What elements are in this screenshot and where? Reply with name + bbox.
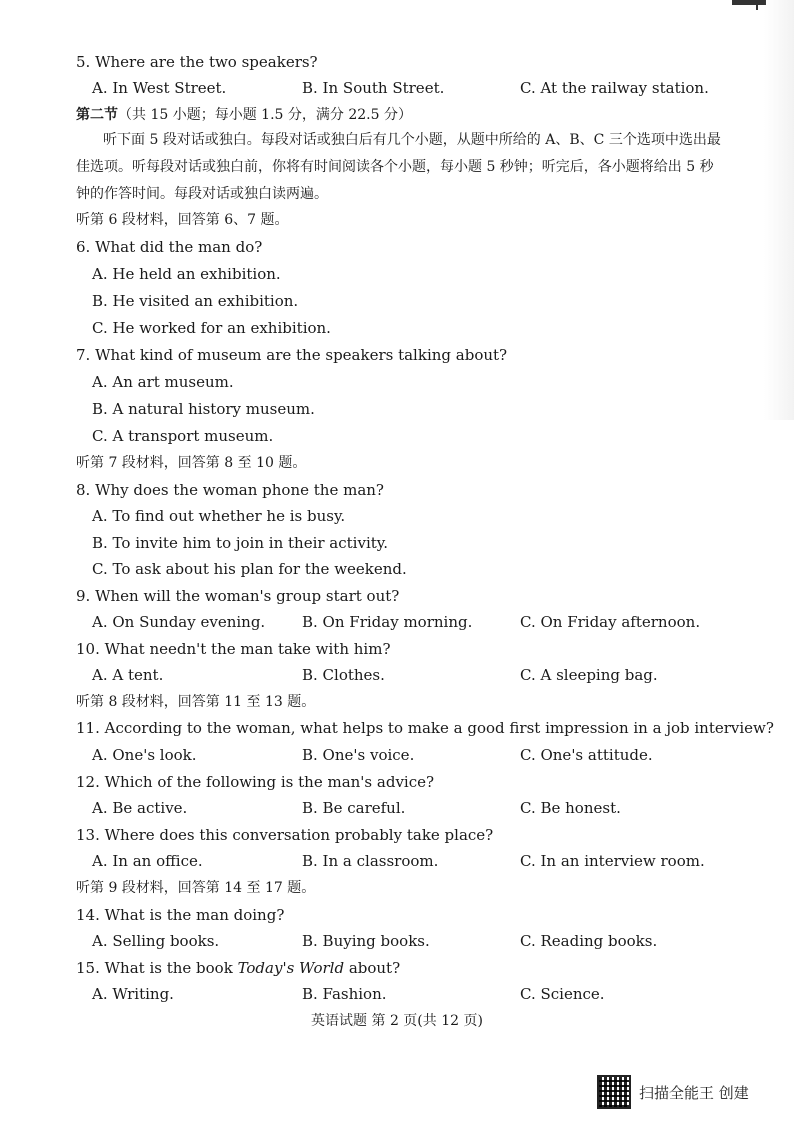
option-a: A. Be active. [92,799,188,817]
option-b: B. To invite him to join in their activity. [92,534,389,552]
section-2-instructions: 听下面 5 段对话或独白。每段对话或独白后有几个小题，从题中所给的 A、B、C 三个选项中选出最佳选项。听每段对话或独白前，你将有时间阅读各个小题，每小题 5 秒钟；听完后，各小题将给出 5 秒钟的作答时间。每段对话或独白读两遍。 [76,132,721,202]
options-11 [92,745,712,765]
option-c: C. A sleeping bag. [520,666,658,684]
watermark-text: 扫描全能王 创建 [639,1083,749,1102]
question-11: 11. According to the woman, what helps to make a good first impression in a job interview? [76,719,774,737]
option-c: C. To ask about his plan for the weekend. [92,560,407,578]
option-b: B. Clothes. [302,666,385,684]
question-15-prefix: 15. What is the book [76,959,238,977]
options-13 [92,851,712,871]
option-a: A. Selling books. [92,932,220,950]
question-12: 12. Which of the following is the man's advice? [76,773,435,791]
option-b: B. On Friday morning. [302,613,473,631]
option-b: B. Be careful. [302,799,406,817]
question-10: 10. What needn't the man take with him? [76,640,391,658]
question-6: 6. What did the man do? [76,238,263,256]
options-12 [92,798,712,818]
section-2-title: 第二节 [76,107,118,123]
passage-8-heading: 听第 8 段材料，回答第 11 至 13 题。 [76,694,316,710]
page-footer: 英语试题 第 2 页(共 12 页) [311,1013,483,1029]
section-2-heading [76,105,412,125]
section-2-note: （共 15 小题；每小题 1.5 分，满分 22.5 分） [118,107,412,123]
options-10 [92,665,712,685]
question-5: 5. Where are the two speakers? [76,53,318,71]
passage-9-heading: 听第 9 段材料，回答第 14 至 17 题。 [76,880,316,896]
option-c: C. One's attitude. [520,746,653,764]
passage-6-heading: 听第 6 段材料，回答第 6、7 题。 [76,212,289,228]
book-title: Today's World [237,959,345,977]
corner-mark [732,0,766,5]
option-a: A. In an office. [92,852,203,870]
option-a: A. He held an exhibition. [92,265,281,283]
option-c: C. Reading books. [520,932,658,950]
option-a: A. On Sunday evening. [92,613,266,631]
option-b: B. In a classroom. [302,852,439,870]
option-c: C. In an interview room. [520,852,705,870]
option-b: B. A natural history museum. [92,400,315,418]
question-8: 8. Why does the woman phone the man? [76,481,384,499]
scan-shadow [764,0,794,420]
option-a: A. Writing. [92,985,174,1003]
corner-tick [756,0,758,10]
options-9 [92,612,712,632]
option-c: C. On Friday afternoon. [520,613,701,631]
passage-7-heading: 听第 7 段材料，回答第 8 至 10 题。 [76,455,307,471]
qr-code-icon [597,1075,631,1109]
options-14 [92,931,712,951]
option-a: A. One's look. [92,746,197,764]
options-5 [92,78,712,98]
option-c: C. Be honest. [520,799,621,817]
option-c: C. A transport museum. [92,427,274,445]
question-14: 14. What is the man doing? [76,906,285,924]
option-a: A. To find out whether he is busy. [92,507,346,525]
options-15 [92,984,712,1004]
option-a: A. In West Street. [92,79,227,97]
option-c: C. Science. [520,985,605,1003]
scanner-watermark [597,1074,749,1110]
question-15 [76,958,400,978]
option-b: B. One's voice. [302,746,415,764]
option-a: A. An art museum. [92,373,234,391]
question-13: 13. Where does this conversation probably take place? [76,826,494,844]
option-b: B. In South Street. [302,79,445,97]
option-a: A. A tent. [92,666,164,684]
option-c: C. At the railway station. [520,79,709,97]
option-b: B. Buying books. [302,932,430,950]
question-9: 9. When will the woman's group start out? [76,587,400,605]
question-7: 7. What kind of museum are the speakers talking about? [76,346,508,364]
question-15-suffix: about? [344,959,401,977]
option-b: B. Fashion. [302,985,387,1003]
option-b: B. He visited an exhibition. [92,292,299,310]
option-c: C. He worked for an exhibition. [92,319,331,337]
